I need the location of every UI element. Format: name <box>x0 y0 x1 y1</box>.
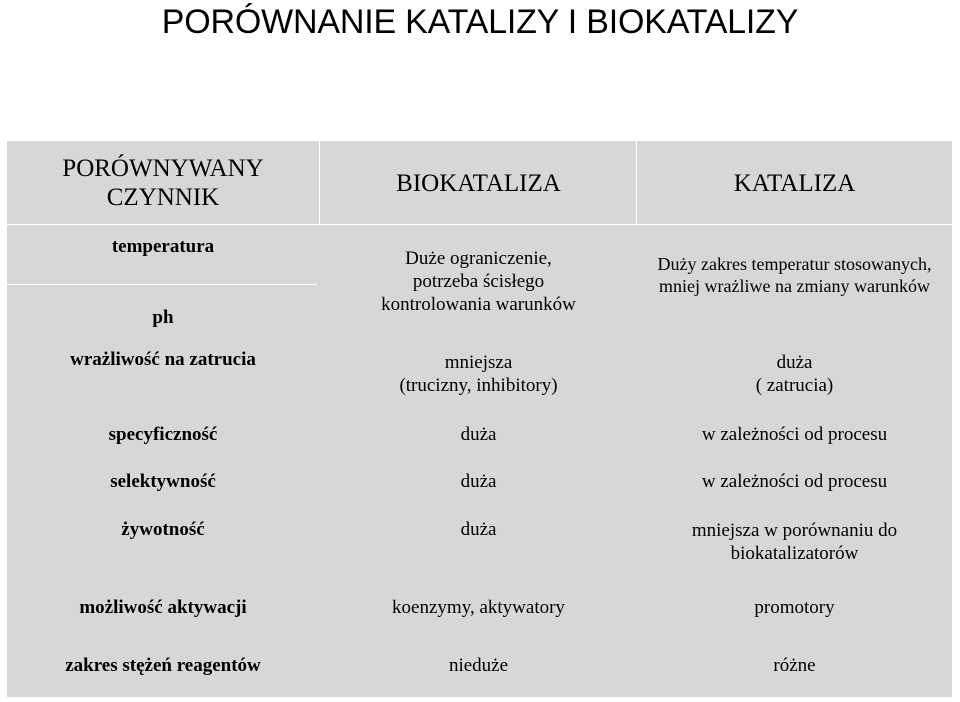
kat-lifetime: mniejsza w porównaniu do biokatalizatorów <box>691 520 898 564</box>
factor-selectivity: selektywność <box>110 470 216 492</box>
kat-poisoning-sensitivity: duża ( zatrucia) <box>755 352 834 396</box>
factor-poisoning-sensitivity: wrażliwość na zatrucia <box>70 348 256 370</box>
bio-poisoning-sensitivity: mniejsza (trucizny, inhibitory) <box>399 352 558 396</box>
factor-lifetime: żywotność <box>121 518 205 540</box>
factor-specificity: specyficzność <box>108 423 218 445</box>
bio-temperature-ph: Duże ograniczenie, potrzeba ścisłego kontrolowania warunków <box>381 247 576 315</box>
factor-reagent-concentration: zakres stężeń reagentów <box>65 654 261 676</box>
row-divider <box>7 224 952 225</box>
kat-reagent-concentration: różne <box>773 654 816 676</box>
header-divider <box>319 141 320 224</box>
factor-ph: ph <box>152 306 174 328</box>
factor-temperature: temperatura <box>111 235 215 257</box>
kat-activation: promotory <box>754 596 835 618</box>
kat-selectivity: w zależności od procesu <box>701 470 888 492</box>
factor-activation: możliwość aktywacji <box>79 596 247 618</box>
bio-selectivity: duża <box>460 470 497 492</box>
kat-temperature-ph: Duży zakres temperatur stosowanych, mniej wrażliwe na zmiany warunków <box>657 254 932 296</box>
bio-specificity: duża <box>460 423 497 445</box>
page-title: PORÓWNANIE KATALIZY I BIOKATALIZY <box>161 3 799 41</box>
row-divider <box>7 284 317 285</box>
bio-activation: koenzymy, aktywatory <box>392 596 565 618</box>
header-catalysis: KATALIZA <box>733 169 856 197</box>
header-factor: PORÓWNYWANY CZYNNIK <box>62 155 264 211</box>
bio-lifetime: duża <box>460 518 497 540</box>
header-biocatalysis: BIOKATALIZA <box>396 169 561 197</box>
bio-reagent-concentration: nieduże <box>448 654 509 676</box>
comparison-table <box>7 141 952 697</box>
kat-specificity: w zależności od procesu <box>701 423 888 445</box>
